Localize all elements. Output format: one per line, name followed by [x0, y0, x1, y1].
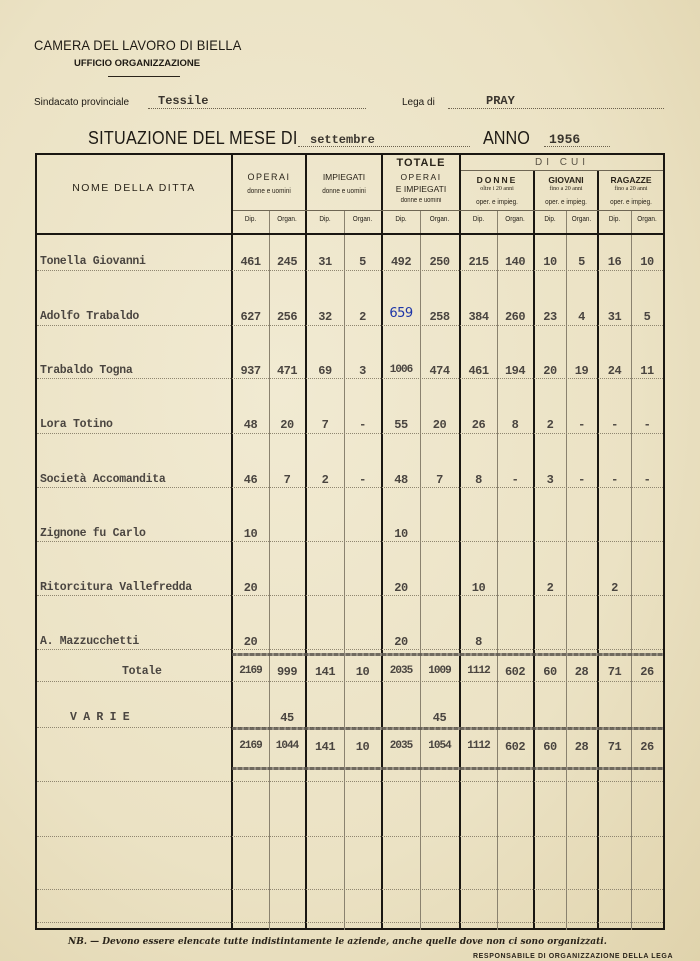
company-name: Zignone fu Carlo	[40, 527, 146, 540]
cell-value: 60	[543, 740, 557, 754]
dip-subheader: Dip.	[395, 214, 407, 223]
cell-value: -	[511, 473, 519, 487]
totale-operai: OPERAI	[400, 172, 442, 182]
handwritten-value: 659	[389, 306, 413, 321]
cell-value: 1112	[467, 665, 490, 677]
donne-subtitle: oper. e impieg.	[476, 197, 518, 206]
row-ruling	[37, 541, 663, 542]
cell-value: 55	[394, 418, 408, 432]
organ-subheader: Organ.	[571, 214, 592, 223]
row-ruling	[37, 836, 663, 837]
row-ruling	[37, 681, 663, 682]
cell-value: 2169	[239, 665, 262, 677]
cell-value: 10	[394, 527, 408, 541]
row-ruling	[37, 889, 663, 890]
operai-subtitle: donne e uomini	[247, 186, 291, 195]
cell-value: 10	[471, 581, 486, 595]
organ-subheader: Organ.	[277, 214, 297, 223]
cell-value: 24	[607, 364, 622, 378]
cell-value: 10	[640, 255, 654, 269]
cell-value: 627	[240, 310, 261, 324]
cell-value: 69	[318, 364, 332, 378]
cell-value: 31	[607, 310, 622, 324]
cell-value: 1044	[275, 740, 299, 752]
row-ruling	[37, 270, 663, 271]
lega-dotted-line	[448, 108, 664, 109]
cell-value: 215	[468, 255, 489, 269]
cell-value: 1009	[428, 665, 451, 677]
cell-value: -	[359, 418, 366, 432]
cell-value: 31	[318, 255, 332, 269]
cell-value: 1112	[467, 740, 490, 752]
row-ruling	[37, 922, 663, 923]
operai-header: OPERAI	[247, 172, 291, 182]
cell-value: 8	[475, 635, 482, 649]
row-ruling	[37, 649, 663, 650]
cell-value: 461	[468, 364, 489, 378]
lega-value: PRAY	[486, 94, 515, 108]
cell-value: 141	[314, 740, 336, 754]
cell-value: 258	[429, 310, 450, 324]
cell-value: 474	[429, 364, 450, 378]
cell-value: 999	[276, 665, 298, 679]
cell-value: 4	[578, 310, 585, 324]
cell-value: 245	[276, 255, 298, 269]
anno-label: ANNO	[483, 128, 530, 148]
cell-value: 2169	[239, 740, 262, 752]
col-divider	[533, 170, 535, 930]
col-divider	[597, 170, 599, 930]
totale-header: TOTALE	[396, 157, 446, 169]
cell-value: 71	[607, 740, 622, 754]
giovani-age: fino a 20 anni	[549, 186, 583, 192]
row-ruling	[37, 595, 663, 596]
cell-value: 19	[574, 364, 589, 378]
ragazze-header: RAGAZZE	[610, 175, 652, 185]
dip-subheader: Dip.	[472, 214, 485, 223]
organ-subheader: Organ.	[637, 214, 657, 223]
cell-value: 10	[243, 527, 258, 541]
typed-underline	[232, 767, 663, 770]
giovani-header: GIOVANI	[548, 175, 584, 185]
cell-value: 20	[280, 418, 294, 432]
cell-value: 7	[321, 418, 329, 432]
cell-value: 2035	[389, 740, 413, 752]
cell-value: 2035	[389, 665, 413, 677]
company-name: Totale	[122, 665, 162, 678]
sindacato-dotted-line	[148, 108, 366, 109]
cell-value: 250	[429, 255, 450, 269]
cell-value: 26	[640, 740, 654, 754]
cell-value: 11	[640, 364, 654, 378]
company-name: A. Mazzucchetti	[40, 635, 140, 648]
office-subtitle: UFFICIO ORGANIZZAZIONE	[74, 58, 201, 69]
cell-value: 16	[607, 255, 622, 269]
cell-value: 3	[546, 473, 554, 487]
totale-subtitle: donne e uomini	[400, 197, 442, 204]
cell-value: 2	[321, 473, 329, 487]
dip-subheader: Dip.	[319, 214, 331, 223]
cell-value: 1054	[428, 740, 451, 752]
dip-subheader: Dip.	[608, 214, 621, 223]
signature-label: RESPONSABILE DI ORGANIZZAZIONE DELLA LEGA	[473, 953, 674, 960]
giovani-subtitle: oper. e impieg.	[545, 197, 587, 206]
row-ruling	[37, 378, 663, 379]
sindacato-value: Tessile	[158, 94, 209, 108]
di-cui-rule	[461, 170, 663, 171]
organ-subheader: Organ.	[505, 214, 525, 223]
impiegati-subtitle: donne e uomini	[322, 186, 366, 195]
cell-value: 471	[276, 364, 298, 378]
row-ruling	[37, 487, 663, 488]
cell-value: 1006	[389, 364, 413, 376]
name-column-header: NOME DELLA DITTA	[72, 182, 196, 194]
row-ruling	[37, 325, 663, 326]
company-name: Società Accomandita	[40, 473, 166, 486]
cell-value: 10	[355, 740, 370, 754]
cell-value: 10	[355, 665, 370, 679]
header-bottom-rule	[37, 233, 663, 235]
organ-subheader: Organ.	[429, 214, 450, 223]
year-value: 1956	[549, 132, 581, 147]
cell-value: 71	[607, 665, 622, 679]
cell-value: 194	[504, 364, 526, 378]
cell-value: 60	[543, 665, 557, 679]
cell-value: 46	[243, 473, 258, 487]
cell-value: 3	[359, 364, 366, 378]
footnote: NB. — Devono essere elencate tutte indistintamente le aziende, anche quelle dove non ci sono organizzati.	[68, 937, 607, 947]
cell-value: 256	[276, 310, 298, 324]
cell-value: 26	[640, 665, 654, 679]
dip-subheader: Dip.	[244, 214, 257, 223]
company-name: Ritorcitura Vallefredda	[40, 581, 192, 594]
cell-value: 20	[394, 581, 408, 595]
row-ruling	[37, 781, 663, 782]
donne-header: DONNE	[476, 175, 518, 185]
cell-value: 141	[314, 665, 336, 679]
cell-value: 384	[468, 310, 489, 324]
cell-value: 492	[390, 255, 412, 269]
subheader-rule	[233, 210, 663, 211]
cell-value: 8	[511, 418, 519, 432]
cell-value: -	[359, 473, 366, 487]
cell-value: 23	[543, 310, 557, 324]
cell-value: 28	[574, 665, 589, 679]
cell-value: -	[643, 418, 651, 432]
cell-value: 2	[546, 581, 554, 595]
organ-subheader: Organ.	[352, 214, 373, 223]
cell-value: 7	[436, 473, 443, 487]
cell-value: 461	[240, 255, 261, 269]
cell-value: -	[611, 418, 618, 432]
cell-value: 32	[318, 310, 332, 324]
sindacato-label: Sindacato provinciale	[34, 97, 130, 108]
donne-age: oltre i 20 anni	[480, 186, 514, 192]
cell-value: 26	[471, 418, 486, 432]
company-name: Lora Totino	[40, 418, 113, 431]
cell-value: 5	[359, 255, 366, 269]
lega-label: Lega di	[402, 97, 435, 108]
month-value: settembre	[310, 133, 375, 147]
cell-value: -	[643, 473, 651, 487]
cell-value: -	[611, 473, 618, 487]
header-divider	[108, 76, 180, 77]
typed-underline	[232, 727, 663, 730]
cell-value: 28	[574, 740, 589, 754]
cell-value: 2	[546, 418, 554, 432]
impiegati-header: IMPIEGATI	[322, 172, 366, 182]
dip-subheader: Dip.	[544, 214, 556, 223]
ragazze-subtitle: oper. e impieg.	[610, 197, 652, 206]
cell-value: -	[578, 473, 585, 487]
cell-value: 20	[243, 635, 258, 649]
organization-title: CAMERA DEL LAVORO DI BIELLA	[34, 37, 242, 53]
typed-underline	[232, 653, 663, 656]
di-cui-header: DI CUI	[535, 157, 589, 168]
cell-value: 20	[432, 418, 447, 432]
company-name: Adolfo Trabaldo	[40, 310, 140, 323]
totale-impiegati: E IMPIEGATI	[395, 184, 447, 194]
cell-value: 140	[504, 255, 526, 269]
company-name: Trabaldo Togna	[40, 364, 133, 377]
cell-value: 260	[504, 310, 526, 324]
cell-value: 20	[543, 364, 557, 378]
cell-value: 5	[643, 310, 651, 324]
cell-value: 48	[243, 418, 258, 432]
row-ruling	[37, 433, 663, 434]
cell-value: 5	[578, 255, 585, 269]
cell-value: 602	[504, 740, 526, 754]
cell-value: 2	[359, 310, 366, 324]
cell-value: 2	[611, 581, 618, 595]
cell-value: 602	[504, 665, 526, 679]
company-name: V A R I E	[70, 711, 130, 724]
cell-value: 45	[432, 711, 447, 725]
cell-value: 937	[240, 364, 261, 378]
ragazze-age: fino a 20 anni	[614, 186, 648, 192]
cell-value: 10	[543, 255, 557, 269]
cell-value: 20	[243, 581, 258, 595]
company-name: Tonella Giovanni	[40, 255, 146, 268]
cell-value: 20	[394, 635, 408, 649]
cell-value: 48	[394, 473, 408, 487]
situazione-label: SITUAZIONE DEL MESE DI	[88, 128, 298, 148]
cell-value: -	[578, 418, 585, 432]
cell-value: 7	[283, 473, 291, 487]
cell-value: 8	[475, 473, 482, 487]
cell-value: 45	[280, 711, 294, 725]
